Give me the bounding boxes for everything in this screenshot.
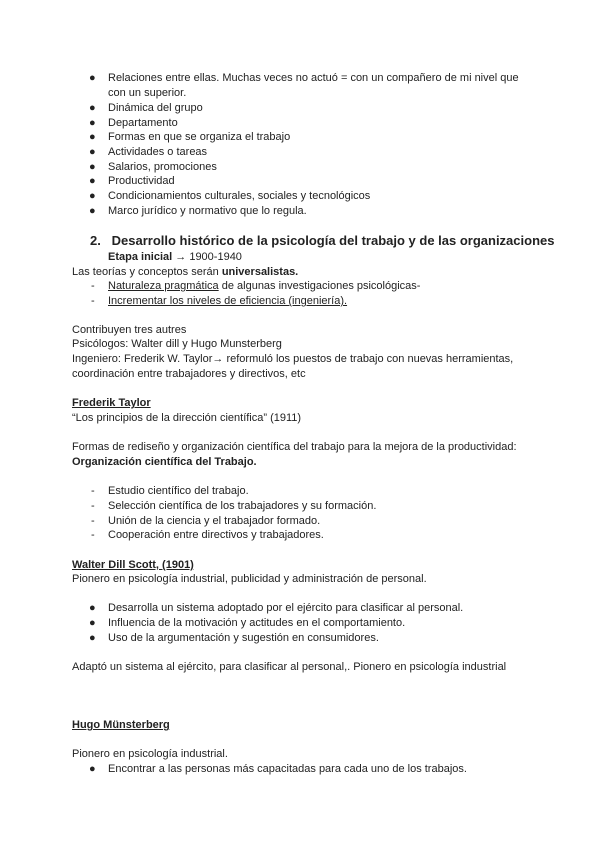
bullet-icon: ●	[89, 617, 96, 629]
list-item: Relaciones entre ellas. Muchas veces no actuó = con un compañero de mi nivel que	[108, 72, 519, 84]
dash-item: Unión de la ciencia y el trabajador formado.	[108, 515, 321, 527]
list-item: Uso de la argumentación y sugestión en consumidores.	[108, 632, 379, 644]
bullet-icon: ●	[89, 102, 96, 114]
list-item: Actividades o tareas	[108, 146, 208, 158]
list-item: Encontrar a las personas más capacitadas para cada uno de los trabajos.	[108, 763, 467, 775]
contrib-line: Contribuyen tres autres	[72, 324, 187, 336]
taylor-heading: Frederik Taylor	[72, 397, 151, 409]
bullet-icon: ●	[89, 175, 96, 187]
list-item: Desarrolla un sistema adoptado por el ejército para clasificar al personal.	[108, 602, 464, 614]
bullet-icon: ●	[89, 131, 96, 143]
list-item-continuation: con un superior.	[108, 87, 187, 99]
taylor-org-title: Organización científica del Trabajo.	[72, 456, 257, 468]
stage-range: → 1900-1940	[175, 251, 242, 263]
list-item: Productividad	[108, 175, 175, 187]
dash-item: Estudio científico del trabajo.	[108, 485, 249, 497]
scott-summary: Adaptó un sistema al ejército, para clasificar al personal,. Pionero en psicología industrial	[72, 661, 507, 673]
dash-item-rest: de algunas investigaciones psicológicas-	[218, 280, 421, 292]
bullet-icon: ●	[89, 602, 96, 614]
contrib-line: Ingeniero: Frederik W. Taylor→ reformuló los puestos de trabajo con nuevas herramientas,	[72, 353, 514, 365]
dash-item	[108, 294, 578, 309]
taylor-book: “Los principios de la dirección científica” (1911)	[72, 412, 302, 424]
list-item: Condicionamientos culturales, sociales y tecnológicos	[108, 190, 371, 202]
universal-prefix: Las teorías y conceptos serán	[72, 266, 222, 278]
munsterberg-heading: Hugo Münsterberg	[72, 719, 170, 731]
list-item: Dinámica del grupo	[108, 102, 203, 114]
scott-heading: Walter Dill Scott, (1901)	[72, 559, 194, 571]
bullet-icon: ●	[89, 763, 96, 775]
section-heading	[90, 233, 554, 248]
list-item: Formas en que se organiza el trabajo	[108, 131, 291, 143]
contrib-line: Psicólogos: Walter dill y Hugo Munsterberg	[72, 338, 282, 350]
stage-label: Etapa inicial	[108, 251, 173, 263]
stage-line	[108, 250, 578, 265]
bullet-icon: ●	[89, 146, 96, 158]
dash-marker: -	[91, 500, 95, 512]
contrib-line: coordinación entre trabajadores y directivos, etc	[72, 368, 306, 380]
list-item: Salarios, promociones	[108, 161, 217, 173]
dash-item-underlined: Naturaleza pragmática	[108, 280, 219, 292]
list-item: Marco jurídico y normativo que lo regula.	[108, 205, 307, 217]
bullet-icon: ●	[89, 632, 96, 644]
universal-line	[72, 265, 542, 280]
dash-marker: -	[91, 515, 95, 527]
list-item: Influencia de la motivación y actitudes en el comportamiento.	[108, 617, 406, 629]
dash-item-underlined: Incrementar los niveles de eficiencia (ingeniería).	[108, 295, 348, 307]
dash-item	[108, 279, 578, 294]
dash-item: Selección científica de los trabajadores y su formación.	[108, 500, 377, 512]
list-item: Departamento	[108, 117, 178, 129]
section-title: Desarrollo histórico de la psicología del trabajo y de las organizaciones	[111, 233, 555, 248]
bullet-icon: ●	[89, 117, 96, 129]
dash-marker: -	[91, 280, 95, 292]
bullet-icon: ●	[89, 161, 96, 173]
section-number: 2.	[90, 233, 101, 248]
bullet-icon: ●	[89, 72, 96, 84]
bullet-icon: ●	[89, 205, 96, 217]
dash-marker: -	[91, 295, 95, 307]
scott-intro: Pionero en psicología industrial, publicidad y administración de personal.	[72, 573, 427, 585]
universal-bold: universalistas.	[221, 266, 299, 278]
munsterberg-intro: Pionero en psicología industrial.	[72, 748, 228, 760]
bullet-icon: ●	[89, 190, 96, 202]
dash-marker: -	[91, 529, 95, 541]
dash-item: Cooperación entre directivos y trabajadores.	[108, 529, 324, 541]
dash-marker: -	[91, 485, 95, 497]
taylor-forms: Formas de rediseño y organización científica del trabajo para la mejora de la productividad:	[72, 441, 517, 453]
